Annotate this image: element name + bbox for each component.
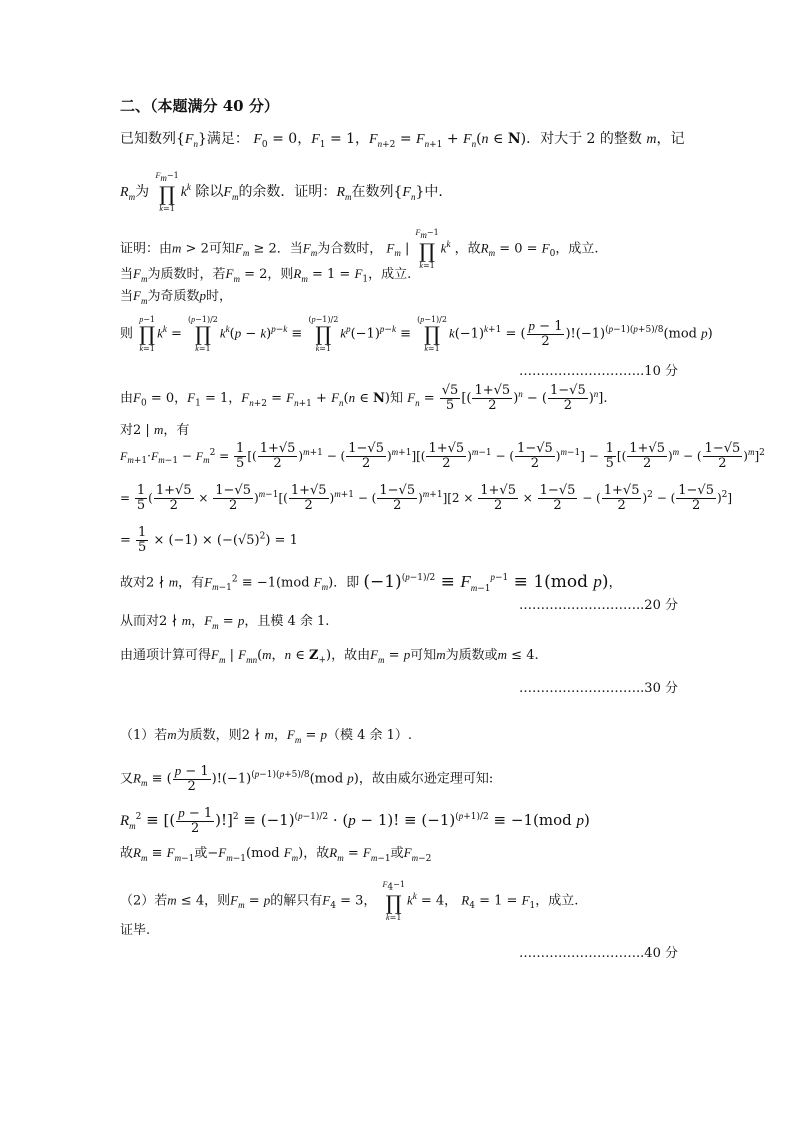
section-title: 二、（本题满分 40 分） [120,97,279,115]
proof-line-1: 证明：由m > 2可知$F_m \ge 2$．当$F_m$为合数时， $F_m$ | $F_m-1$ ∏ k=1 $k^k$ ，故$R_m = 0 = F_0$，成立. [120,228,599,270]
proof-line-6: 对2 | m，有 [120,422,190,438]
problem-line-2: $R_m$为 $F_m-1$ ∏ k=1 $k^k$ 除以$F_m$的余数．证明：$R_m$在数列$\{F_n\}$中. [120,171,443,213]
problem-line-1: 已知数列$\{F_n\}$满足： $F_0 = 0$，$F_1 = 1$，$F_{n+2} = F_{n+1} + F_n(n$ ∈ N)．对大于 2 的整数 m，记 [120,131,685,150]
proof-line-2: 当$F_m$为质数时，若$F_m = 2$，则$R_m = 1 = F_1$，成立. [120,266,412,285]
wilson-equation: $R_m^2$ ≡ [( $\frac{p - 1}{2}$ )$!]^2 \equiv (-1)^{(p-1)/2} \cdot (p - 1)$! ≡ $(-1)^{(p+1)/2} \equiv -1(mod$ p) [120,805,590,836]
proof-binet-line: 由$F_0 = 0$，$F_1 = 1$，$F_{n+2} = F_{n+1} + F_n(n$ ∈ N)知 $F_n$ = $\frac{√5}{5}$ [( $\frac{1+√5}{2}$ )$^n$ − ( $\frac{1-√5}{2}$ )$^n$]. [120,383,608,413]
score-30: ………………………..30 分 [519,681,678,696]
score-40: ………………………..40 分 [519,946,678,961]
proof-line-11: 由通项计算可得$F_m$ | $F_{mn}(m$，n ∈ $Z_+$)，故由$F_m = p$可知m为质数或m ≤ 4. [120,647,539,666]
proof-line-13: 又$R_m$ ≡ ( $\frac{p - 1}{2}$ )$!(-1)^{(p-1)(p+5)/8}(mod$ p)，故由威尔逊定理可知: [120,763,494,794]
proof-identity-line-1: $F_{m+1}\cdot F_{m-1} - F_m^2$ = $\frac{1}{5}$ [( $\frac{1+√5}{2}$ )$^{m+1}$ − ( $\frac{1-√5}{2}$ )$^{m+1}$][( $\frac{1+√5}{2}$ )$^{m-1}$ − ( $\frac{1-√5}{2}$ )$^{m-1}$] − $\frac{1}{5}$ [( $\frac{1+√5}{2}$ )$^m$ − ( $\frac{1-√5}{2}$ )$^m$]$^2$ [120,441,765,471]
case-1-line: （1）若m为质数，则2 ∤ m，$F_m = p$（模 4 余 1）. [120,727,413,745]
proof-line-15: 故$R_m \equiv F_{m-1}$或$-F_{m-1}(mod$ $F_m$)，故$R_m = F_{m-1}$或$F_{m-2}$ [120,845,432,864]
proof-line-3: 当$F_m$为奇质数p时， [120,288,232,306]
case-2-line: （2）若m ≤ 4，则$F_m = p$的解只有$F_4 = 3$， $F_4-1$ ∏ k=1 $k^k = 4$， $R_4 = 1 = F_1$，成立. [120,880,579,922]
proof-product-equation: 则 p−1 ∏ k=1 $k^k$ = (p−1)/2 ∏ k=1 $k^k(p - k)^{p-k}$ ≡ (p−1)/2 ∏ k=1 $k^p(-1)^{p-k}$ ≡ (p−1)/2 ∏ k=1 $k(-1)^{k+1}$ = ( $\frac{p - 1}{2}$ )$!(-1)^{(p-1)(p+5)/8}(mod$ p) [120,315,713,353]
proof-identity-line-3: = $\frac{1}{5}$ × $(-1) \times (-(√5)^2) = 1$ [120,525,298,555]
score-20: ………………………..20 分 [519,598,678,613]
score-10: ………………………..10 分 [519,364,678,379]
proof-line-10: 从而对2 ∤ m，$F_m = p$，且模 4 余 1. [120,613,330,631]
proof-end: 证毕. [120,923,151,938]
proof-line-9: 故对2 ∤ m，有$F_{m-1}^2 \equiv -1(mod$ $F_m$)．即 $(-1)^{(p-1)/2} \equiv F_{m-1}^{p-1} \equiv 1(mod$ p)， [120,571,622,595]
proof-identity-line-2: = $\frac{1}{5}$ ( $\frac{1+√5}{2}$ × $\frac{1-√5}{2}$ )$^{m-1}$[( $\frac{1+√5}{2}$ )$^{m+1}$ − ( $\frac{1-√5}{2}$ )$^{m+1}$][2 × $\frac{1+√5}{2}$ × $\frac{1-√5}{2}$ − ( $\frac{1+√5}{2}$ )$^2$ − ( $\frac{1-√5}{2}$ )$^2$] [120,483,733,513]
